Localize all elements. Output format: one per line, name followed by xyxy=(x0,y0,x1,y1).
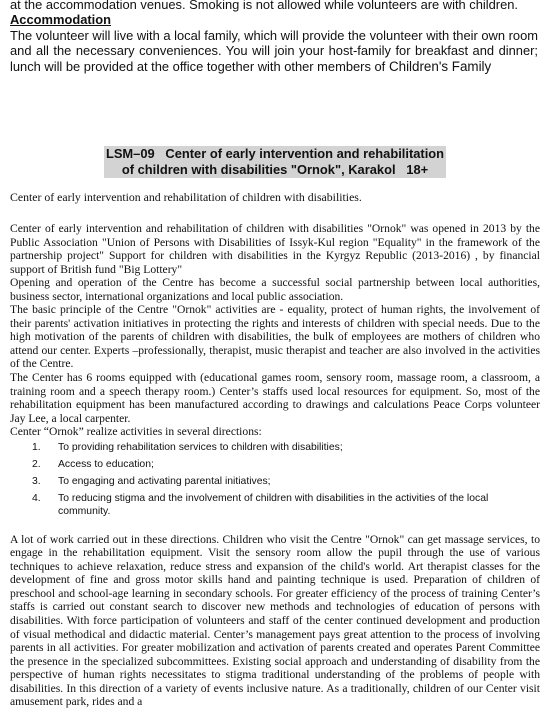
list-item-number: 2. xyxy=(32,458,41,470)
accommodation-heading: Accommodation xyxy=(10,12,111,28)
list-item-number: 1. xyxy=(32,441,41,453)
list-item xyxy=(10,439,540,456)
list-item xyxy=(10,490,540,520)
list-item-text: To engaging and activating parental initiatives; xyxy=(58,475,271,487)
smoking-paragraph: at the accommodation venues. Smoking is not allowed while volunteers are with children. xyxy=(10,0,519,12)
list-item-text: To providing rehabilitation services to children with disabilities; xyxy=(58,441,343,453)
paragraph-partnership: Opening and operation of the Centre has become a successful social partnership between local authorities, business sector, international organizations and local public association. xyxy=(10,276,540,303)
paragraph-gap xyxy=(10,520,540,533)
accommodation-text: The volunteer will live with a local family, which will provide the volunteer with their own room and all the necessary conveniences. You will join your host-family for breakfast and dinner; lunch will be provided at the office together with other members of xyxy=(10,27,538,74)
project-title-line-2: of children with disabilities "Ornok", Karakol 18+ xyxy=(121,162,429,177)
list-item-text: Access to education; xyxy=(58,458,154,470)
list-item-text: To reducing stigma and the involvement of children with disabilities in the activities of the local community. xyxy=(58,492,489,517)
list-item-number: 3. xyxy=(32,475,41,487)
paragraph-directions-intro: Center “Ornok” realize activities in several directions: xyxy=(10,425,262,439)
paragraph-activities: A lot of work carried out in these directions. Children who visit the Centre "Ornok" can get massage services, to engage in the rehabilitation equipment. Visit the sensory room allow the pupil through the use of various techniques to achieve relaxation, reduce stress and expansion of the child's world. Art therapist classes for the development of fine and gross motor skills hand and painting technique is used. Preparation of children of preschool and school-age learning in secondary schools. For greater efficiency of the process of training Center’s staffs is carried out constant search to discover new methods and technologies of education of persons with disabilities. With force participation of volunteers and staff of the center continued development and production of visual methodical and didactic material. Center’s management pays great attention to the process of involving parents in all activities. For greater mobilization and activation of parents created and operates Parent Committee the presence in the specialized subcommittees. Existing social approach and understanding of disability from the perspective of human rights necessitates to stigma traditional understanding of the problems of people with disabilities. In this direction of a variety of events inclusive nature. As a traditionally, children of our Center visit amusement park, rides and a xyxy=(10,532,540,709)
paragraph-principles: The basic principle of the Centre "Ornok" activities are - equality, protect of human rights, the involvement of their parents' activation initiatives in protecting the rights and interests of children with special needs. Due to the high motivation of the parents of children with disabilities, the bulk of employees are mothers of children who attend our center. Experts –professionally, therapist, music therapist and teacher are also involved in the activities of the Centre. xyxy=(10,303,540,371)
project-title xyxy=(104,146,446,178)
childrens-family-text: Children's Family xyxy=(385,58,492,74)
accommodation-paragraph xyxy=(10,28,538,74)
project-title-line-1: LSM–09 Center of early intervention and rehabilitation xyxy=(105,146,445,161)
project-description xyxy=(10,222,540,709)
list-item-number: 4. xyxy=(32,492,41,504)
project-intro: Center of early intervention and rehabilitation of children with disabilities. xyxy=(10,190,362,204)
paragraph-history: Center of early intervention and rehabilitation of children with disabilities "Ornok" was opened in 2013 by the Public Association "Union of Persons with Disabilities of Issyk-Kul region "Equality" in the framework of the partnership project" Support for children with disabilities in the Kyrgyz Republic (2013-2016) , by financial support of British fund "Big Lottery" xyxy=(10,222,540,276)
accommodation-section xyxy=(10,0,538,74)
paragraph-rooms: The Center has 6 rooms equipped with (educational games room, sensory room, massage room, a classroom, a training room and a speech therapy room.) Center’s staffs used local resources for equipment. So, most of the rehabilitation equipment has been manufactured according to drawings and calculations Peace Corps volunteer Jay Lee, a local carpenter. xyxy=(10,371,540,425)
list-item xyxy=(10,473,540,490)
directions-list xyxy=(10,439,540,520)
project-title-block xyxy=(0,146,550,179)
list-item xyxy=(10,456,540,473)
